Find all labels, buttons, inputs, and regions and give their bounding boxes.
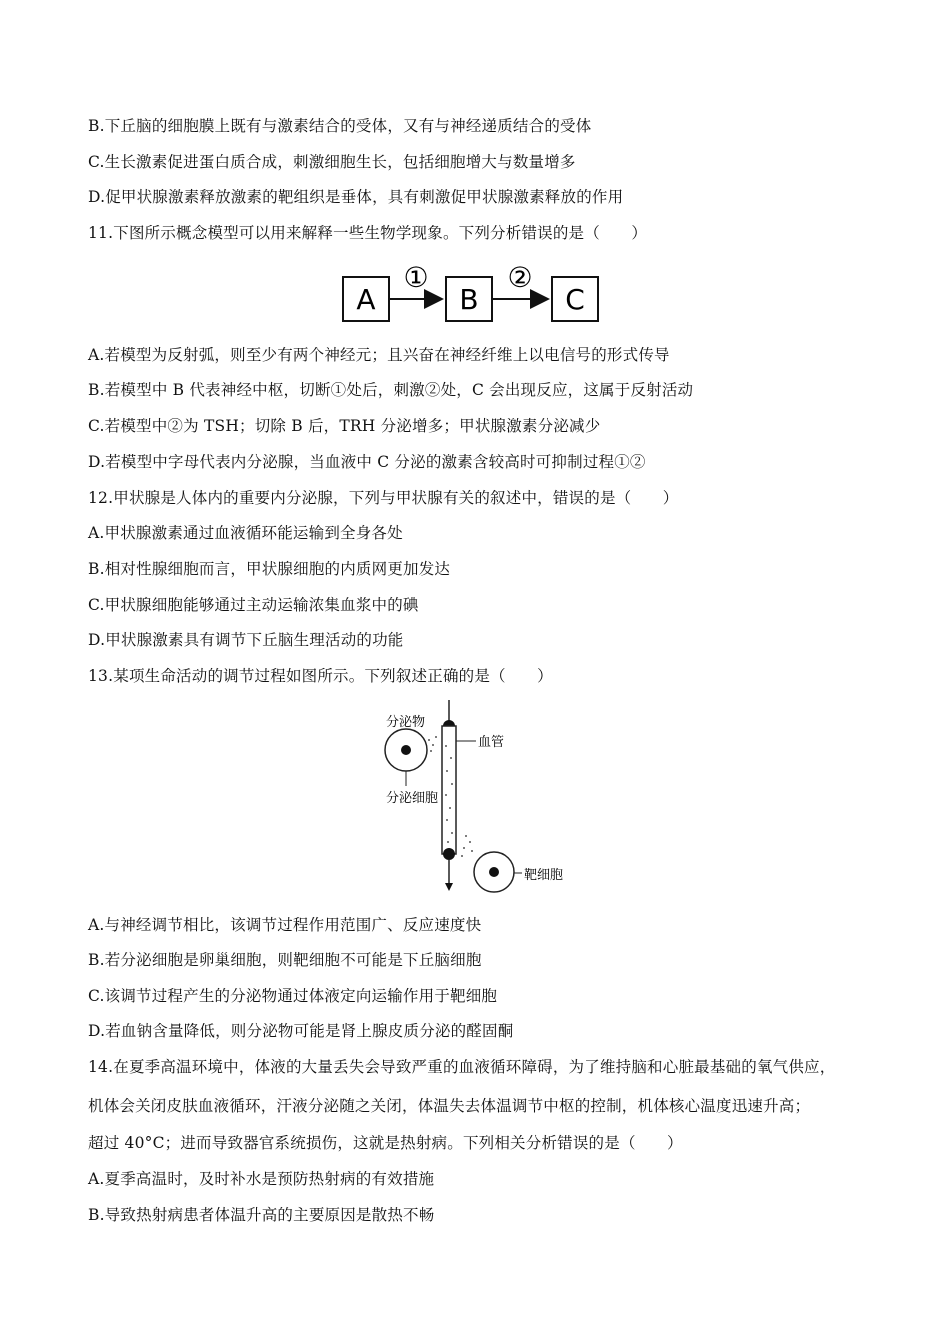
box-a-label: A (356, 283, 376, 316)
q13-option-c: C.该调节过程产生的分泌物通过体液定向运输作用于靶细胞 (88, 987, 498, 1005)
q11-option-b: B.若模型中 B 代表神经中枢，切断①处后，刺激②处，C 会出现反应，这属于反射活动 (88, 381, 694, 399)
q11-option-a: A.若模型为反射弧，则至少有两个神经元；且兴奋在神经纤维上以电信号的形式传导 (88, 346, 670, 364)
vessel-flow-arrow-icon (445, 883, 453, 891)
q12-option-d: D.甲状腺激素具有调节下丘脑生理活动的功能 (88, 631, 404, 649)
secretion-label: 分泌物 (386, 715, 426, 730)
box-c-label: C (565, 283, 585, 316)
q13-stem: 13.某项生命活动的调节过程如图所示。下列叙述正确的是（ ） (88, 667, 553, 685)
q12-option-b: B.相对性腺细胞而言，甲状腺细胞的内质网更加发达 (88, 560, 451, 578)
box-b-label: B (459, 283, 479, 316)
target-cell-nucleus (489, 867, 499, 877)
vessel-label: 血管 (478, 735, 505, 750)
q13-option-b: B.若分泌细胞是卵巢细胞，则靶细胞不可能是下丘脑细胞 (88, 951, 482, 969)
q14-stem-line-2: 机体会关闭皮肤血液循环，汗液分泌随之关闭，体温失去体温调节中枢的控制，机体核心温度迅速升高； (88, 1097, 811, 1115)
q12-option-a: A.甲状腺激素通过血液循环能运输到全身各处 (88, 524, 403, 542)
q13-hormone-regulation-diagram (378, 696, 578, 896)
q11-stem: 11.下图所示概念模型可以用来解释一些生物学现象。下列分析错误的是（ ） (88, 224, 648, 242)
q11-option-c: C.若模型中②为 TSH；切除 B 后，TRH 分泌增多；甲状腺激素分泌减少 (88, 417, 601, 435)
vessel-bottom-cap (443, 848, 455, 860)
q12-option-c: C.甲状腺细胞能够通过主动运输浓集血浆中的碘 (88, 596, 419, 614)
secreting-cell-label: 分泌细胞 (386, 791, 439, 806)
q14-option-a: A.夏季高温时，及时补水是预防热射病的有效措施 (88, 1170, 435, 1188)
q14-stem-line-3: 超过 40°C；进而导致器官系统损伤，这就是热射病。下列相关分析错误的是（ ） (88, 1134, 683, 1152)
target-cell-label: 靶细胞 (524, 868, 564, 883)
q11-option-d: D.若模型中字母代表内分泌腺，当血液中 C 分泌的激素含较高时可抑制过程①② (88, 453, 646, 471)
q12-stem: 12.甲状腺是人体内的重要内分泌腺，下列与甲状腺有关的叙述中，错误的是（ ） (88, 489, 679, 507)
arrow-1-label: ① (403, 261, 429, 294)
q14-stem-line-1: 14.在夏季高温环境中，体液的大量丢失会导致严重的血液循环障碍，为了维持脑和心脏最基础的氧气供应， (88, 1058, 836, 1076)
q13-option-a: A.与神经调节相比，该调节过程作用范围广、反应速度快 (88, 916, 482, 934)
q11-concept-model-diagram (330, 255, 610, 327)
q10-option-d: D.促甲状腺激素释放激素的靶组织是垂体，具有刺激促甲状腺激素释放的作用 (88, 188, 624, 206)
arrow-2-label: ② (507, 261, 533, 294)
q10-option-c: C.生长激素促进蛋白质合成，刺激细胞生长，包括细胞增大与数量增多 (88, 153, 576, 171)
q14-option-b: B.导致热射病患者体温升高的主要原因是散热不畅 (88, 1206, 435, 1224)
secreting-cell-nucleus (401, 745, 411, 755)
blood-vessel (442, 726, 456, 854)
q10-option-b: B.下丘脑的细胞膜上既有与激素结合的受体，又有与神经递质结合的受体 (88, 117, 592, 135)
q13-option-d: D.若血钠含量降低，则分泌物可能是肾上腺皮质分泌的醛固酮 (88, 1022, 514, 1040)
